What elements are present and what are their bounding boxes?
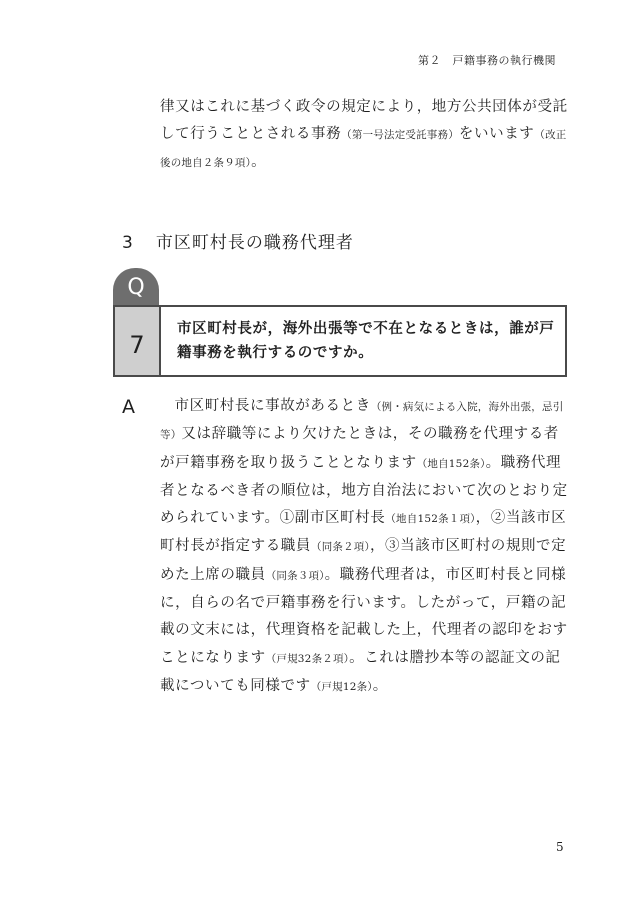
- section-number: 3: [122, 233, 134, 253]
- answer-note-4: （同条２項）: [311, 541, 370, 554]
- answer-text-3: 。職務代理者となるべき者の順位は，地方自治法において次のとおり定められています。①副市区町村長: [160, 454, 568, 527]
- intro-text-b: をいいます: [458, 126, 535, 142]
- question-text: 市区町村長が，海外出張等で不在となるときは，誰が戸籍事務を執行するのですか。: [177, 320, 555, 361]
- intro-note: （第一号法定受託事務）: [341, 129, 459, 141]
- intro-paragraph: [160, 94, 570, 177]
- intro-note-2: （改正後の地自２条９項）: [160, 129, 567, 169]
- answer-marker: A: [122, 396, 135, 418]
- answer-note-5: （同条３項）: [265, 569, 325, 582]
- intro-text: 律又はこれに基づく政令の規定により，地方公共団体が受託して行うこととされる事務: [160, 99, 568, 142]
- question-tab: Q: [113, 268, 159, 306]
- section-title: 市区町村長の職務代理者: [155, 233, 354, 253]
- answer-text-1: 市区町村長に事故があるとき: [174, 398, 371, 414]
- answer-paragraph: [160, 393, 570, 701]
- answer-text-4: ，②当該市区町村長が指定する職員: [160, 510, 567, 555]
- page-number: 5: [556, 840, 564, 854]
- answer-text-5: ，③当該市区町村の規則で定めた上席の職員: [160, 538, 567, 583]
- answer-note-3: （地自152条１項）: [385, 513, 476, 526]
- running-header: 第２ 戸籍事務の執行機関: [418, 54, 556, 67]
- answer-note-2: （地自152条）: [416, 457, 486, 470]
- intro-end: 。: [251, 154, 267, 170]
- answer-text-7: 。これは謄抄本等の認証文の記載についても同様です: [160, 649, 561, 694]
- answer-note-7: （戸規12条）: [310, 680, 373, 693]
- answer-note-6: （戸規32条２項）: [265, 652, 350, 665]
- section-heading: [122, 228, 354, 253]
- question-number: 7: [115, 307, 161, 375]
- answer-text-8: 。: [372, 677, 388, 694]
- answer-text-6: 。職務代理者は，市区町村長と同様に，自らの名で戸籍事務を行います。したがって，戸籍の記載の文末には，代理資格を記載した上，代理者の認印をおすことになります: [160, 566, 568, 666]
- answer-note-1: （例・病気による入院，海外出張，忌引等）: [160, 401, 564, 442]
- answer-text-2: 又は辞職等により欠けたときは，その職務を代理する者が戸籍事務を取り扱うこととなります: [160, 426, 559, 471]
- question-box: [113, 305, 567, 377]
